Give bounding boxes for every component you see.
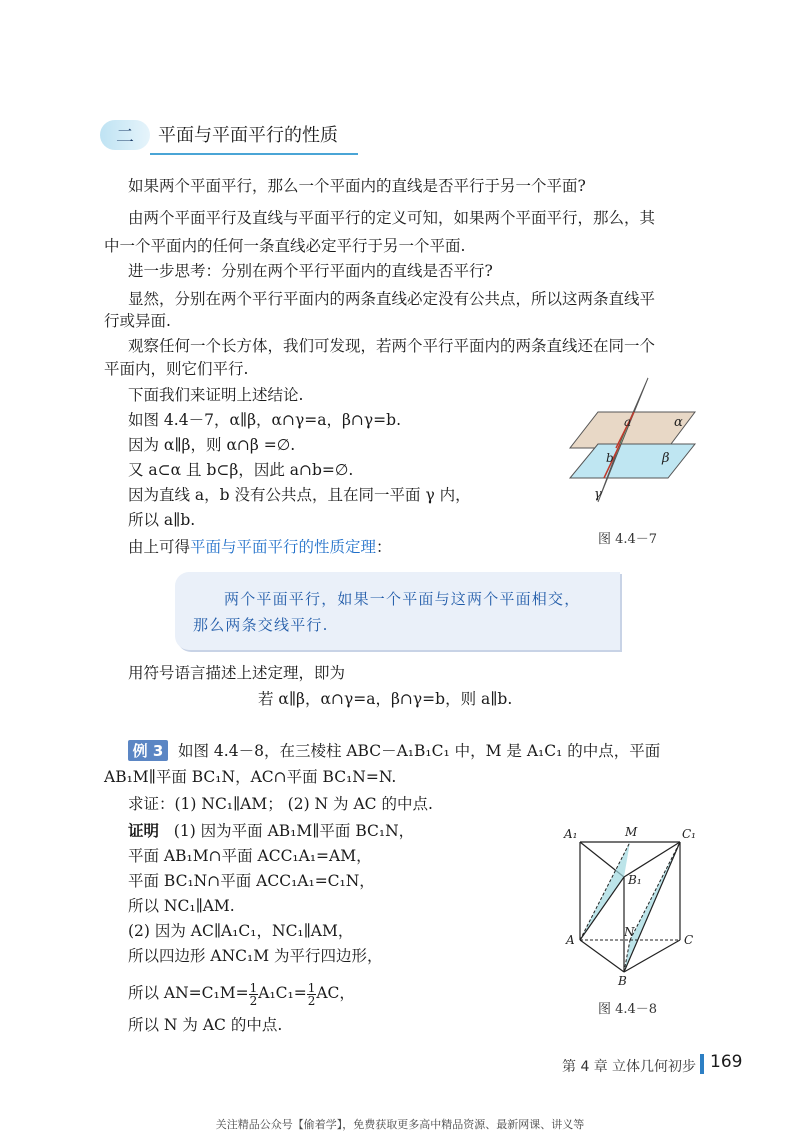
label-B1: B₁ [628, 873, 642, 887]
proof-step-1-text: (1) 因为平面 AB₁M∥平面 BC₁N， [173, 822, 415, 840]
edge-A-B [580, 940, 624, 972]
label-gamma: γ [594, 487, 602, 502]
paragraph-5b: 平面内，则它们平行. [104, 360, 249, 378]
label-C1: C₁ [682, 827, 696, 841]
paragraph-1: 如果两个平面平行，那么一个平面内的直线是否平行于另一个平面? [128, 177, 586, 195]
example-prove: 求证：(1) NC₁∥AM； (2) N 为 AC 的中点. [128, 795, 433, 813]
label-a: a [624, 415, 632, 429]
label-A1: A₁ [564, 827, 578, 841]
figure-4-4-8-caption: 图 4.4－8 [598, 1002, 658, 1017]
example-badge [128, 740, 168, 761]
proof-step-4: 所以 NC₁∥AM. [128, 897, 235, 915]
paragraph-9: 又 a⊂α 且 b⊂β，因此 a∩b=∅. [128, 461, 354, 479]
paragraph-6: 下面我们来证明上述结论. [128, 386, 304, 404]
section-underline [150, 153, 358, 155]
example-line-2: AB₁M∥平面 BC₁N，AC∩平面 BC₁N=N. [104, 768, 397, 786]
paragraph-2b: 中一个平面内的任何一条直线必定平行于另一个平面. [104, 237, 466, 255]
example-line-1: 如图 4.4－8，在三棱柱 ABC－A₁B₁C₁ 中，M 是 A₁C₁ 的中点，平面 [178, 742, 661, 760]
theorem-line-2: 那么两条交线平行. [193, 616, 329, 634]
proof-label: 证明 [128, 822, 160, 840]
label-beta: β [662, 451, 670, 466]
label-B: B [618, 974, 627, 987]
paragraph-5a: 观察任何一个长方体，我们可发现，若两个平行平面内的两条直线还在同一个 [128, 337, 656, 355]
label-C: C [684, 933, 694, 947]
proof-step-1 [128, 820, 414, 842]
line-B-C1 [624, 842, 680, 972]
paragraph-12 [128, 536, 392, 558]
fraction-half-2 [307, 982, 317, 1007]
section-title: 平面与平面平行的性质 [158, 125, 338, 146]
fraction-1-numerator: 1 [249, 980, 258, 995]
paragraph-3: 进一步思考：分别在两个平行平面内的直线是否平行? [128, 262, 493, 280]
paragraph-11: 所以 a∥b. [128, 511, 196, 529]
fraction-half-1 [249, 982, 259, 1007]
example-badge-word: 例 [132, 742, 148, 760]
figure-4-4-7-caption: 图 4.4－7 [598, 532, 658, 547]
proof-step-7-c: AC， [316, 984, 355, 1002]
paragraph-7: 如图 4.4－7，α∥β，α∩γ=a，β∩γ=b. [128, 411, 402, 429]
fraction-2-numerator: 1 [307, 980, 316, 995]
line-A-B1 [580, 877, 624, 940]
plane-beta [570, 444, 695, 478]
label-N: N [624, 925, 635, 939]
label-A: A [566, 933, 575, 947]
footer-divider [700, 1054, 704, 1074]
theorem-name-highlight: 平面与平面平行的性质定理 [190, 538, 377, 556]
watermark-text: 关注精品公众号【偷着学】，免费获取更多高中精品资源、最新网课、讲义等 [215, 1118, 585, 1131]
proof-step-7 [128, 978, 355, 1008]
label-M: M [625, 825, 638, 839]
paragraph-12-prefix: 由上可得 [128, 538, 191, 556]
proof-step-7-b: A₁C₁= [258, 984, 307, 1002]
footer-chapter-title: 立体几何初步 [612, 1059, 696, 1075]
label-b: b [606, 451, 614, 465]
page-number: 169 [710, 1052, 743, 1072]
theorem-line-1: 两个平面平行，如果一个平面与这两个平面相交， [224, 590, 581, 608]
theorem-box [175, 572, 620, 650]
paragraph-4a: 显然，分别在两个平行平面内的两条直线必定没有公共点，所以这两条直线平 [128, 290, 656, 308]
paragraph-10: 因为直线 a，b 没有公共点，且在同一平面 γ 内， [128, 486, 471, 504]
proof-step-6: 所以四边形 ANC₁M 为平行四边形， [128, 947, 383, 965]
symbolic-formula: 若 α∥β，α∩γ=a，β∩γ=b，则 a∥b. [258, 690, 513, 708]
proof-step-2: 平面 AB₁M∩平面 ACC₁A₁=AM， [128, 847, 372, 865]
fraction-2-denominator: 2 [307, 993, 316, 1008]
paragraph-12-suffix: ： [376, 538, 392, 556]
label-alpha: α [674, 415, 683, 430]
section-number-badge [100, 120, 150, 150]
footer-chapter: 第 4 章 [562, 1059, 608, 1075]
proof-step-3: 平面 BC₁N∩平面 ACC₁A₁=C₁N， [128, 872, 375, 890]
paragraph-8: 因为 α∥β，则 α∩β =∅. [128, 436, 296, 454]
fraction-1-denominator: 2 [249, 993, 258, 1008]
proof-step-7-a: 所以 AN=C₁M= [128, 984, 249, 1002]
figure-4-4-8 [558, 822, 708, 987]
paragraph-4b: 行或异面. [104, 312, 171, 330]
figure-4-4-7 [560, 370, 710, 520]
paragraph-2a: 由两个平面平行及直线与平面平行的定义可知，如果两个平面平行，那么，其 [128, 209, 656, 227]
example-badge-number: 3 [152, 741, 164, 760]
proof-step-8: 所以 N 为 AC 的中点. [128, 1016, 283, 1034]
proof-step-5: (2) 因为 AC∥A₁C₁，NC₁∥AM， [128, 922, 354, 940]
symbolic-intro: 用符号语言描述上述定理，即为 [128, 664, 346, 682]
section-number: 二 [116, 126, 134, 147]
